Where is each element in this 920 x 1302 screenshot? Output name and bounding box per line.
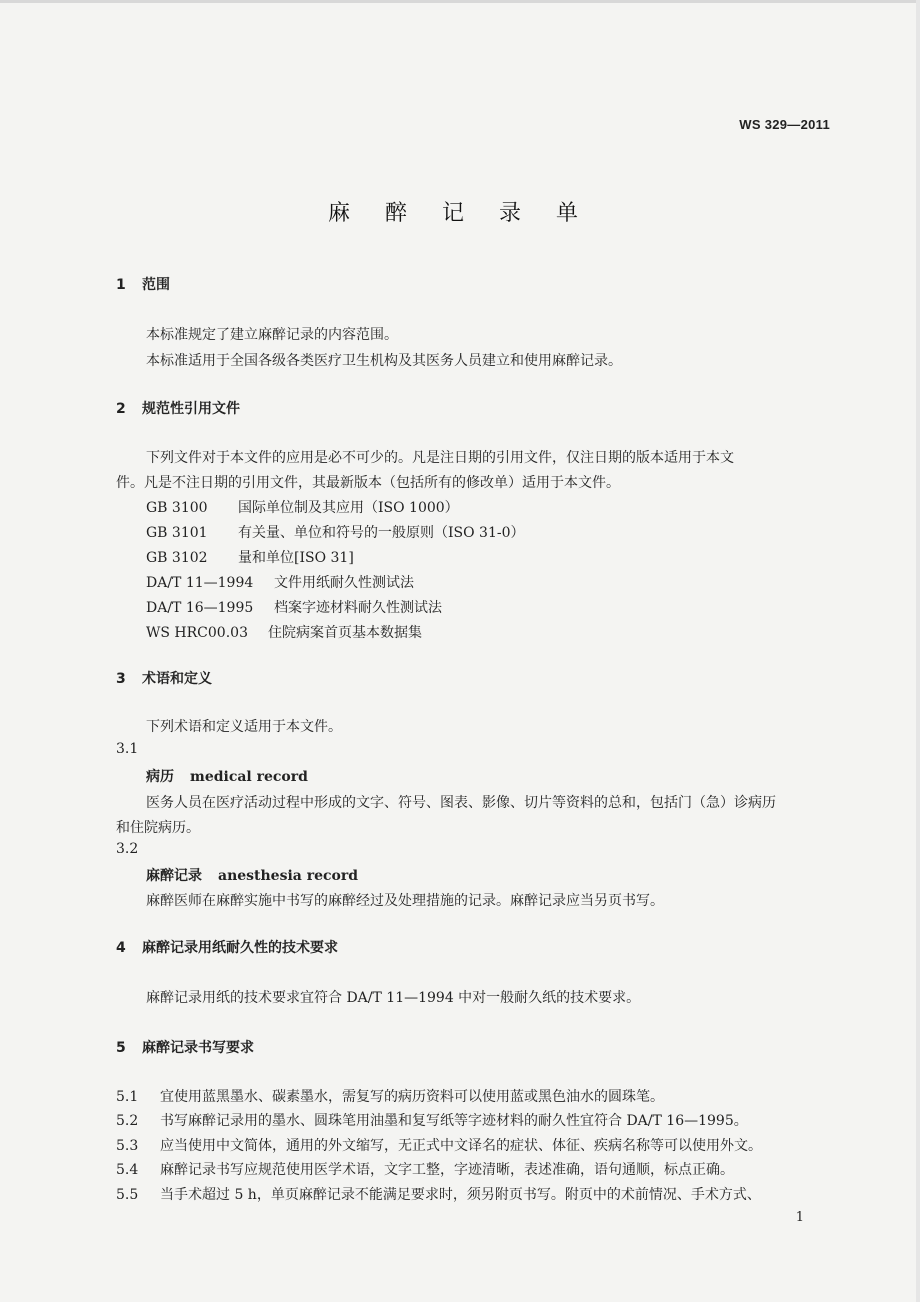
reference-item — [146, 622, 422, 642]
reference-item — [146, 522, 525, 542]
document-title: 麻 醉 记 录 单 — [328, 201, 592, 226]
reference-title: 国际单位制及其应用（ISO 1000） — [238, 500, 459, 516]
item-text: 当手术超过 5 h，单页麻醉记录不能满足要求时，须另附页书写。附页中的术前情况、手术方式、 — [160, 1187, 761, 1203]
item-text: 应当使用中文简体，通用的外文缩写，无正式中文译名的症状、体征、疾病名称等可以使用外文。 — [160, 1138, 762, 1154]
standard-code: WS 329—2011 — [739, 117, 830, 132]
reference-code: GB 3100 — [146, 500, 208, 516]
term-chinese: 麻醉记录 — [146, 868, 202, 884]
requirement-item — [116, 1184, 761, 1204]
reference-code: WS HRC00.03 — [146, 625, 248, 641]
reference-title: 文件用纸耐久性测试法 — [274, 575, 414, 591]
reference-title: 量和单位[ISO 31] — [238, 550, 354, 566]
section-title: 麻醉记录用纸耐久性的技术要求 — [142, 940, 338, 956]
term-english: medical record — [190, 769, 308, 785]
paragraph: 下列术语和定义适用于本文件。 — [146, 719, 342, 735]
section-number: 3 — [116, 671, 126, 687]
section-number: 1 — [116, 277, 126, 293]
paragraph: 件。凡是不注日期的引用文件，其最新版本（包括所有的修改单）适用于本文件。 — [116, 475, 620, 491]
section-2-heading — [116, 398, 240, 418]
paragraph: 下列文件对于本文件的应用是必不可少的。凡是注日期的引用文件，仅注日期的版本适用于本文 — [146, 450, 734, 466]
requirement-item — [116, 1159, 734, 1179]
term-number: 3.2 — [116, 841, 139, 857]
section-1-heading — [116, 274, 170, 294]
section-title: 麻醉记录书写要求 — [142, 1040, 254, 1056]
requirement-item — [116, 1086, 664, 1106]
item-text: 书写麻醉记录用的墨水、圆珠笔用油墨和复写纸等字迹材料的耐久性宜符合 DA/T 16—1995。 — [160, 1113, 748, 1129]
item-number: 5.3 — [116, 1138, 139, 1154]
page-number: 1 — [795, 1210, 804, 1225]
item-text: 麻醉记录书写应规范使用医学术语，文字工整，字迹清晰，表述准确，语句通顺，标点正确。 — [160, 1162, 734, 1178]
term-entry — [146, 865, 358, 885]
section-title: 范围 — [142, 277, 170, 293]
section-3-heading — [116, 668, 212, 688]
term-definition: 和住院病历。 — [116, 820, 200, 836]
section-title: 术语和定义 — [142, 671, 212, 687]
requirement-item — [116, 1110, 748, 1130]
paragraph: 本标准适用于全国各级各类医疗卫生机构及其医务人员建立和使用麻醉记录。 — [146, 353, 622, 369]
term-definition: 医务人员在医疗活动过程中形成的文字、符号、图表、影像、切片等资料的总和，包括门（急）诊病历 — [146, 795, 776, 811]
reference-item — [146, 497, 459, 517]
section-number: 2 — [116, 401, 126, 417]
term-english: anesthesia record — [218, 868, 359, 884]
section-5-heading — [116, 1037, 254, 1057]
scan-top-edge — [0, 0, 920, 3]
item-text: 宜使用蓝黑墨水、碳素墨水，需复写的病历资料可以使用蓝或黑色油水的圆珠笔。 — [160, 1089, 664, 1105]
paragraph: 麻醉记录用纸的技术要求宜符合 DA/T 11—1994 中对一般耐久纸的技术要求。 — [146, 990, 641, 1006]
reference-code: DA/T 16—1995 — [146, 600, 254, 616]
reference-title: 有关量、单位和符号的一般原则（ISO 31-0） — [238, 525, 525, 541]
term-number: 3.1 — [116, 741, 139, 757]
term-entry — [146, 766, 308, 786]
item-number: 5.5 — [116, 1187, 139, 1203]
reference-title: 住院病案首页基本数据集 — [268, 625, 422, 641]
item-number: 5.1 — [116, 1089, 139, 1105]
reference-title: 档案字迹材料耐久性测试法 — [274, 600, 442, 616]
section-number: 5 — [116, 1040, 126, 1056]
reference-item — [146, 547, 354, 567]
reference-item — [146, 572, 414, 592]
term-definition: 麻醉医师在麻醉实施中书写的麻醉经过及处理措施的记录。麻醉记录应当另页书写。 — [146, 893, 664, 909]
paragraph: 本标准规定了建立麻醉记录的内容范围。 — [146, 327, 398, 343]
section-4-heading — [116, 937, 338, 957]
reference-code: GB 3101 — [146, 525, 208, 541]
term-chinese: 病历 — [146, 769, 174, 785]
reference-code: DA/T 11—1994 — [146, 575, 254, 591]
reference-code: GB 3102 — [146, 550, 208, 566]
section-number: 4 — [116, 940, 126, 956]
section-title: 规范性引用文件 — [142, 401, 240, 417]
reference-item — [146, 597, 442, 617]
item-number: 5.2 — [116, 1113, 139, 1129]
item-number: 5.4 — [116, 1162, 139, 1178]
requirement-item — [116, 1135, 762, 1155]
